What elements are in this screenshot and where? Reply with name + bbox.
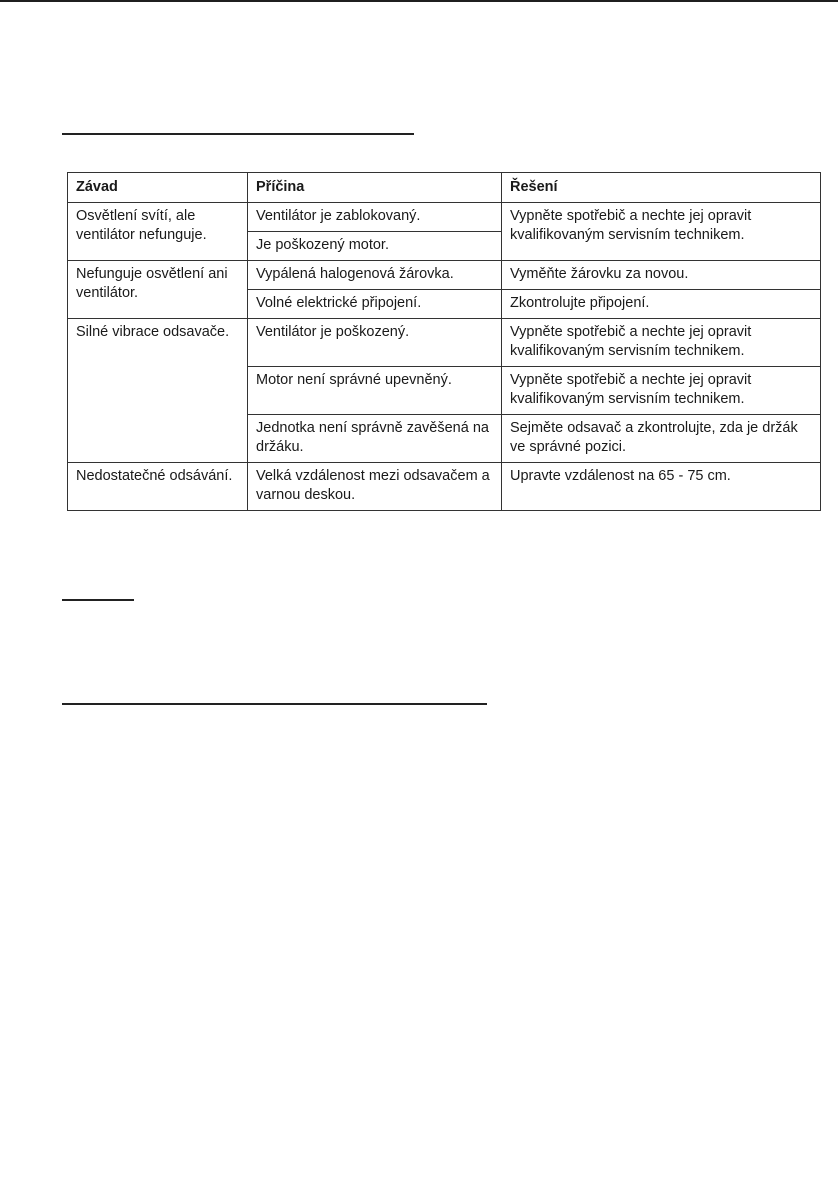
cause-cell: Ventilátor je zablokovaný. xyxy=(248,203,502,232)
troubleshooting-table xyxy=(67,172,821,511)
cause-cell: Volné elektrické připojení. xyxy=(248,290,502,319)
solution-cell: Upravte vzdálenost na 65 - 75 cm. xyxy=(502,463,821,511)
table-row xyxy=(68,261,821,290)
cause-cell: Velká vzdálenost mezi odsavačem a varnou deskou. xyxy=(248,463,502,511)
header-fault: Závad xyxy=(68,173,248,203)
cause-cell: Ventilátor je poškozený. xyxy=(248,319,502,367)
fault-cell: Nedostatečné odsávání. xyxy=(68,463,248,511)
table-row xyxy=(68,203,821,232)
cause-cell: Motor není správné upevněný. xyxy=(248,367,502,415)
solution-cell: Vypněte spotřebič a nechte jej opravit kvalifikovaným servisním technikem. xyxy=(502,203,821,261)
cause-cell: Je poškozený motor. xyxy=(248,232,502,261)
fault-cell: Nefunguje osvětlení ani ventilátor. xyxy=(68,261,248,319)
solution-cell: Vypněte spotřebič a nechte jej opravit kvalifikovaným servisním technikem. xyxy=(502,367,821,415)
header-solution: Řešení xyxy=(502,173,821,203)
section-heading-underline-1 xyxy=(62,133,414,135)
section-heading-underline-3 xyxy=(62,703,487,705)
table-row xyxy=(68,463,821,511)
table-row xyxy=(68,319,821,367)
section-heading-underline-2 xyxy=(62,599,134,601)
solution-cell: Sejměte odsavač a zkontrolujte, zda je držák ve správné pozici. xyxy=(502,415,821,463)
solution-cell: Vyměňte žárovku za novou. xyxy=(502,261,821,290)
solution-cell: Vypněte spotřebič a nechte jej opravit kvalifikovaným servisním technikem. xyxy=(502,319,821,367)
fault-cell: Silné vibrace odsavače. xyxy=(68,319,248,463)
fault-cell: Osvětlení svítí, ale ventilátor nefunguje. xyxy=(68,203,248,261)
header-cause: Příčina xyxy=(248,173,502,203)
cause-cell: Jednotka není správně zavěšená na držáku. xyxy=(248,415,502,463)
solution-cell: Zkontrolujte připojení. xyxy=(502,290,821,319)
table-header-row xyxy=(68,173,821,203)
page-top-rule xyxy=(0,0,838,2)
cause-cell: Vypálená halogenová žárovka. xyxy=(248,261,502,290)
